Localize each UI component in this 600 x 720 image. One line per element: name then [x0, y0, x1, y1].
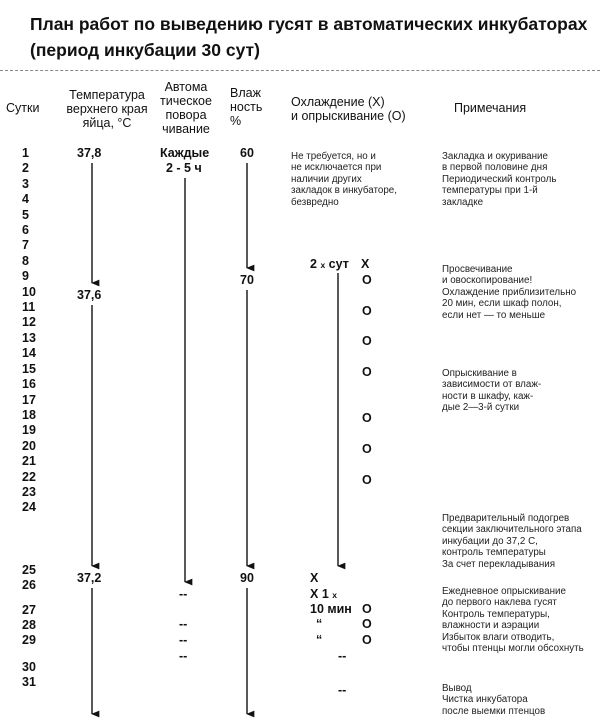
note-line: до первого наклева гусят — [442, 597, 557, 609]
spray-mark-o: О — [362, 617, 372, 631]
ditto-mark: “ — [316, 617, 323, 631]
cooling-dash: -- — [338, 683, 347, 697]
cooling-mark-x: X — [310, 571, 319, 585]
day-number: 13 — [22, 330, 36, 345]
humidity-day25: 90 — [240, 571, 254, 585]
header-notes: Примечания — [454, 101, 527, 115]
note-line: закладке — [442, 196, 484, 208]
note-line: после выемки птенцов — [442, 705, 546, 717]
note-line: Избыток влаги отводить, — [442, 631, 555, 643]
note-line: 20 мин, если шкаф полон, — [442, 298, 562, 310]
spray-mark-o: О — [362, 334, 372, 348]
day-number: 6 — [22, 223, 29, 238]
cooling-intro-line: наличии других — [291, 173, 362, 185]
day-number: 26 — [22, 578, 36, 593]
note-line: ности в шкафу, каж- — [442, 390, 534, 402]
turning-label-line1: Каждые — [160, 146, 210, 160]
day-number: 31 — [22, 675, 36, 690]
note-line: секции заключительного этапа — [442, 524, 582, 536]
day-number: 5 — [22, 207, 29, 222]
note-line: дые 2—3-й сутки — [442, 402, 520, 414]
day-number: 12 — [22, 315, 36, 330]
day-number: 14 — [22, 346, 36, 361]
day-number: 24 — [22, 500, 36, 515]
header-turning-line: повора — [165, 108, 207, 122]
day-number: 1 — [22, 146, 29, 160]
day-number: 28 — [22, 617, 36, 632]
note-line: чтобы птенцы могли обсохнуть — [442, 643, 584, 655]
header-temperature-line: верхнего края — [66, 102, 148, 116]
header-days: Сутки — [6, 101, 40, 115]
spray-mark-o: О — [362, 304, 372, 318]
cooling-intro-line: закладок в инкубаторе, — [291, 185, 397, 197]
cooling-row8-unit: сут — [328, 257, 349, 271]
header-turning-line: тическое — [160, 94, 212, 108]
header-turning-line: чивание — [162, 122, 210, 136]
note-line: инкубации до 37,2 С, — [442, 535, 538, 547]
header-cooling-line: Охлаждение (X) — [291, 95, 385, 109]
day-number: 3 — [22, 176, 29, 191]
turning-dash: -- — [179, 633, 188, 647]
note-line: в первой половине дня — [442, 162, 548, 174]
day-number: 9 — [22, 269, 29, 284]
note-line: влажности и аэрации — [442, 620, 540, 632]
note-line: если нет — то меньше — [442, 309, 546, 321]
cooling-dash: -- — [338, 649, 347, 663]
day-number: 27 — [22, 602, 36, 617]
turning-dash: -- — [179, 649, 188, 663]
day-number: 30 — [22, 659, 36, 674]
day-number: 20 — [22, 438, 36, 453]
cooling-intro-line: Не требуется, но и — [291, 151, 376, 162]
day-number: 19 — [22, 423, 36, 438]
cooling-intro-line: не исключается при — [291, 162, 382, 174]
turning-dash: -- — [179, 587, 188, 601]
header-humidity-line: % — [230, 114, 242, 128]
day-number: 18 — [22, 407, 36, 422]
header-cooling-line: и опрыскивание (О) — [291, 109, 406, 123]
cooling-row26-duration: 10 мин — [310, 602, 352, 616]
day-number: 22 — [22, 469, 36, 484]
day-number: 11 — [22, 300, 36, 315]
note-line: Контроль температуры, — [442, 608, 550, 620]
cooling-row26-count: 1 — [321, 587, 329, 601]
note-line: Ежедневное опрыскивание — [442, 586, 566, 597]
temperature-day1: 37,8 — [77, 146, 102, 160]
day-number: 10 — [22, 284, 36, 299]
day-number: 25 — [22, 562, 36, 577]
header-turning-line: Автома — [164, 80, 208, 94]
humidity-day9: 70 — [240, 273, 254, 287]
header-temperature-line: Температура — [69, 88, 145, 102]
note-line: Закладка и окуривание — [442, 151, 548, 162]
temperature-day10: 37,6 — [77, 288, 102, 302]
ditto-mark: “ — [316, 633, 323, 647]
spray-mark-o: О — [362, 602, 372, 616]
note-line: контроль температуры — [442, 547, 546, 559]
spray-mark-o: О — [362, 273, 372, 287]
spray-mark-o: О — [362, 473, 372, 487]
header-humidity-line: ность — [230, 100, 263, 114]
header-humidity-line: Влаж — [230, 86, 261, 100]
cooling-row8-number: 2 — [310, 257, 317, 271]
header-temperature-line: яйца, °С — [82, 116, 132, 130]
day-number: 8 — [22, 253, 29, 268]
cooling-intro-line: безвредно — [291, 196, 339, 208]
note-line: За счет перекладывания — [442, 558, 556, 570]
spray-mark-o: О — [362, 365, 372, 379]
turning-label-line2: 2 - 5 ч — [166, 161, 202, 175]
day-number: 4 — [22, 192, 29, 207]
day-number: 17 — [22, 392, 36, 407]
day-number: 16 — [22, 377, 36, 392]
day-number: 29 — [22, 633, 36, 648]
note-line: и овоскопирование! — [442, 275, 533, 287]
day-number: 21 — [22, 454, 36, 469]
cooling-mark-x: X — [361, 257, 370, 271]
temperature-day25: 37,2 — [77, 571, 102, 585]
day-number: 2 — [22, 161, 29, 176]
note-line: Опрыскивание в — [442, 368, 517, 379]
humidity-day1: 60 — [240, 146, 254, 160]
spray-mark-o: О — [362, 411, 372, 425]
day-number: 7 — [22, 238, 29, 253]
spray-mark-o: О — [362, 442, 372, 456]
cooling-row26-times: х — [332, 590, 337, 600]
spray-mark-o: О — [362, 633, 372, 647]
note-line: Периодический контроль — [442, 173, 557, 185]
note-line: зависимости от влаж- — [442, 379, 542, 391]
note-line: Предварительный подогрев — [442, 513, 570, 524]
turning-dash: -- — [179, 617, 188, 631]
note-line: Охлаждение приблизительно — [442, 286, 577, 298]
page-title-line1: План работ по выведению гусят в автоматических инкубаторах — [30, 14, 588, 34]
note-line: температуры при 1-й — [442, 185, 538, 197]
cooling-row8-times: х — [320, 260, 326, 270]
page-title-line2: (период инкубации 30 сут) — [30, 40, 260, 60]
day-number: 15 — [22, 361, 36, 376]
note-line: Просвечивание — [442, 264, 513, 275]
day-number: 23 — [22, 484, 36, 499]
cooling-row26-x: X — [310, 587, 319, 601]
note-line: Вывод — [442, 683, 472, 694]
note-line: Чистка инкубатора — [442, 694, 528, 706]
